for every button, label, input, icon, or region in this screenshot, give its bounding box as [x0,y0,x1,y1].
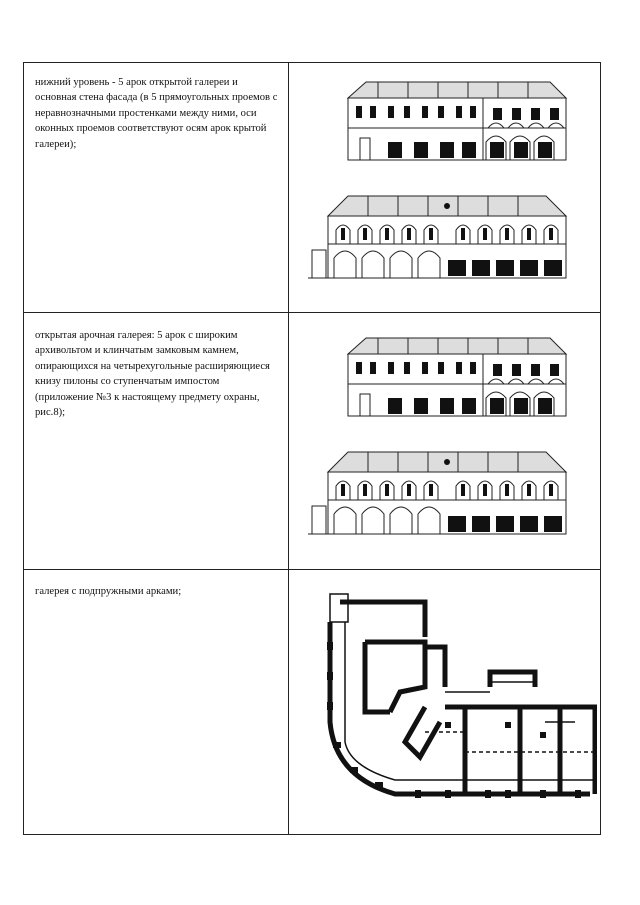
table-border-top [23,62,601,63]
row-1-facade-drawings [303,76,593,306]
heritage-table [23,62,601,835]
table-border-bottom [23,834,601,835]
row-2-facade-drawings [303,332,593,562]
table-border-right [600,62,601,835]
row-3-text: галерея с подпружными арками; [35,586,182,597]
facade-small-drawing [338,76,578,171]
table-row-divider-1 [23,312,601,313]
table-row-divider-2 [23,569,601,570]
row-2-text: открытая арочная галерея: 5 арок с широким архивольтом и клинчатым замковым камнем, опирающихся на четырехугольные расширяющиеся книзу пилоны со ступенчатым импостом (приложение №3 к настоящему предмету охраны, рис.8); [35,330,270,419]
floor-plan-drawing [305,582,597,827]
row-1-text: нижний уровень - 5 арок открытой галереи и основная стена фасада (в 5 прямоугольных проемов с неравнозначными простенками между ними, оси оконных проемов соответствуют осям арок крытой галереи); [35,77,278,150]
facade-large-drawing [308,444,588,544]
table-border-left [23,62,24,835]
table-column-divider [288,62,289,835]
row-3-floor-plan [305,582,597,827]
facade-small-drawing [338,332,578,427]
facade-large-drawing [308,188,588,288]
